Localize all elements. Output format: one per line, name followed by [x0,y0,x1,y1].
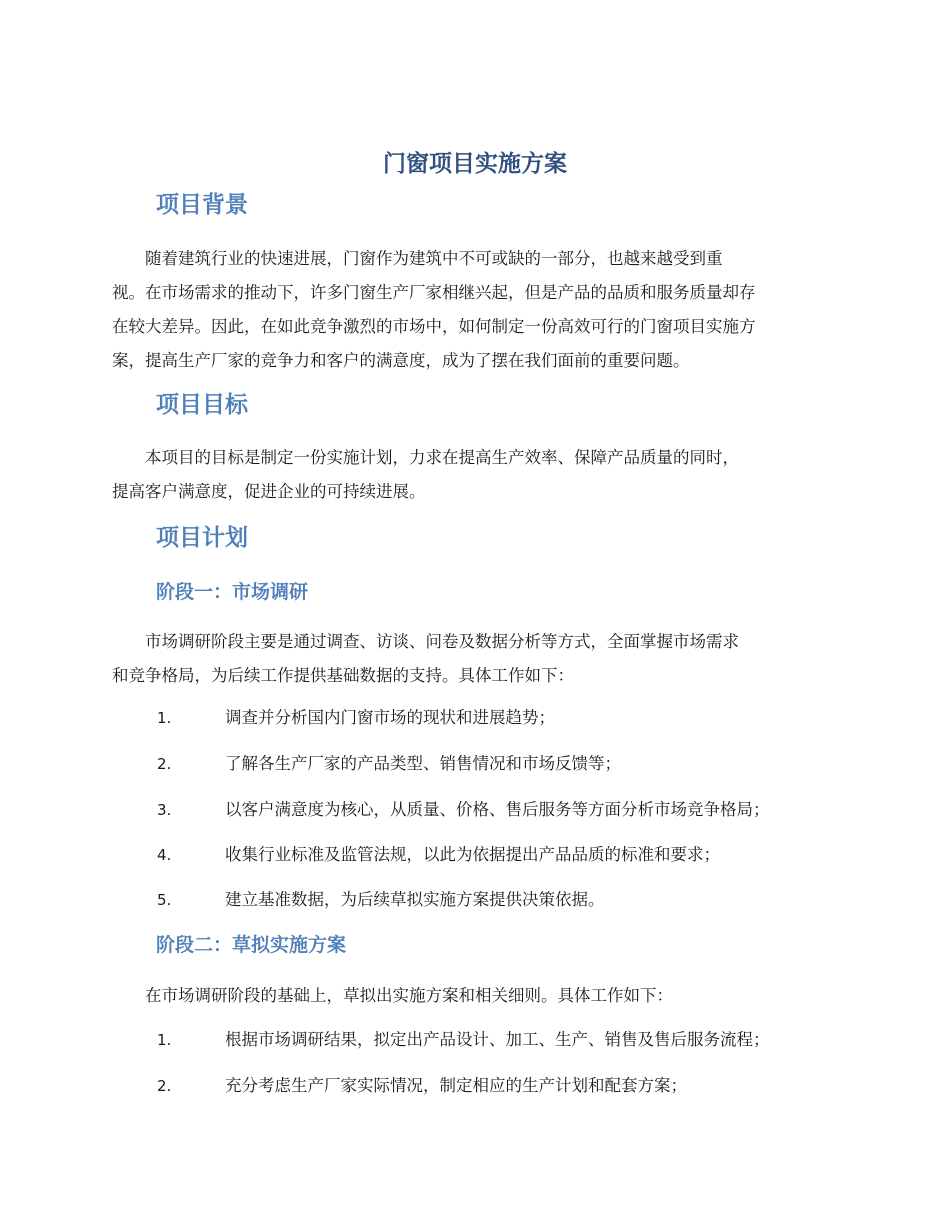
list-item-number: 5. [157,891,172,909]
phase-heading-draft-plan: 阶段二：草拟实施方案 [156,934,347,956]
paragraph-line: 提高客户满意度，促进企业的可持续进展。 [112,482,426,501]
paragraph-line: 本项目的目标是制定一份实施计划，力求在提高生产效率、保障产品质量的同时， [145,448,739,467]
list-item-number: 4. [157,846,172,864]
section-heading-goals: 项目目标 [156,392,248,418]
paragraph-line: 在市场调研阶段的基础上，草拟出实施方案和相关细则。具体工作如下： [145,986,673,1005]
list-item-text: 根据市场调研结果，拟定出产品设计、加工、生产、销售及售后服务流程； [225,1030,770,1049]
list-item-number: 3. [157,801,172,819]
paragraph-line: 案，提高生产厂家的竞争力和客户的满意度，成为了摆在我们面前的重要问题。 [112,351,690,370]
list-item-text: 调查并分析国内门窗市场的现状和进展趋势； [225,708,555,727]
section-heading-background: 项目背景 [156,192,248,218]
list-item-number: 1. [157,709,172,727]
section-heading-plan: 项目计划 [156,525,248,551]
list-item-number: 1. [157,1031,172,1049]
list-item-text: 建立基准数据，为后续草拟实施方案提供决策依据。 [225,890,605,909]
paragraph-line: 市场调研阶段主要是通过调查、访谈、问卷及数据分析等方式，全面掌握市场需求 [145,632,739,651]
paragraph-line: 和竞争格局，为后续工作提供基础数据的支持。具体工作如下： [112,666,574,685]
list-item-text: 以客户满意度为核心，从质量、价格、售后服务等方面分析市场竞争格局； [225,800,770,819]
list-item-text: 了解各生产厂家的产品类型、销售情况和市场反馈等； [225,754,621,773]
paragraph-line: 视。在市场需求的推动下，许多门窗生产厂家相继兴起，但是产品的品质和服务质量却存 [112,283,756,302]
paragraph-line: 在较大差异。因此，在如此竞争激烈的市场中，如何制定一份高效可行的门窗项目实施方 [112,317,756,336]
phase-heading-market-research: 阶段一：市场调研 [156,581,309,603]
list-item-text: 收集行业标准及监管法规，以此为依据提出产品品质的标准和要求； [225,845,720,864]
paragraph-line: 随着建筑行业的快速进展，门窗作为建筑中不可或缺的一部分，也越来越受到重 [145,249,723,268]
list-item-text: 充分考虑生产厂家实际情况，制定相应的生产计划和配套方案； [225,1076,687,1095]
list-item-number: 2. [157,755,172,773]
list-item-number: 2. [157,1077,172,1095]
document-title: 门窗项目实施方案 [383,151,567,177]
